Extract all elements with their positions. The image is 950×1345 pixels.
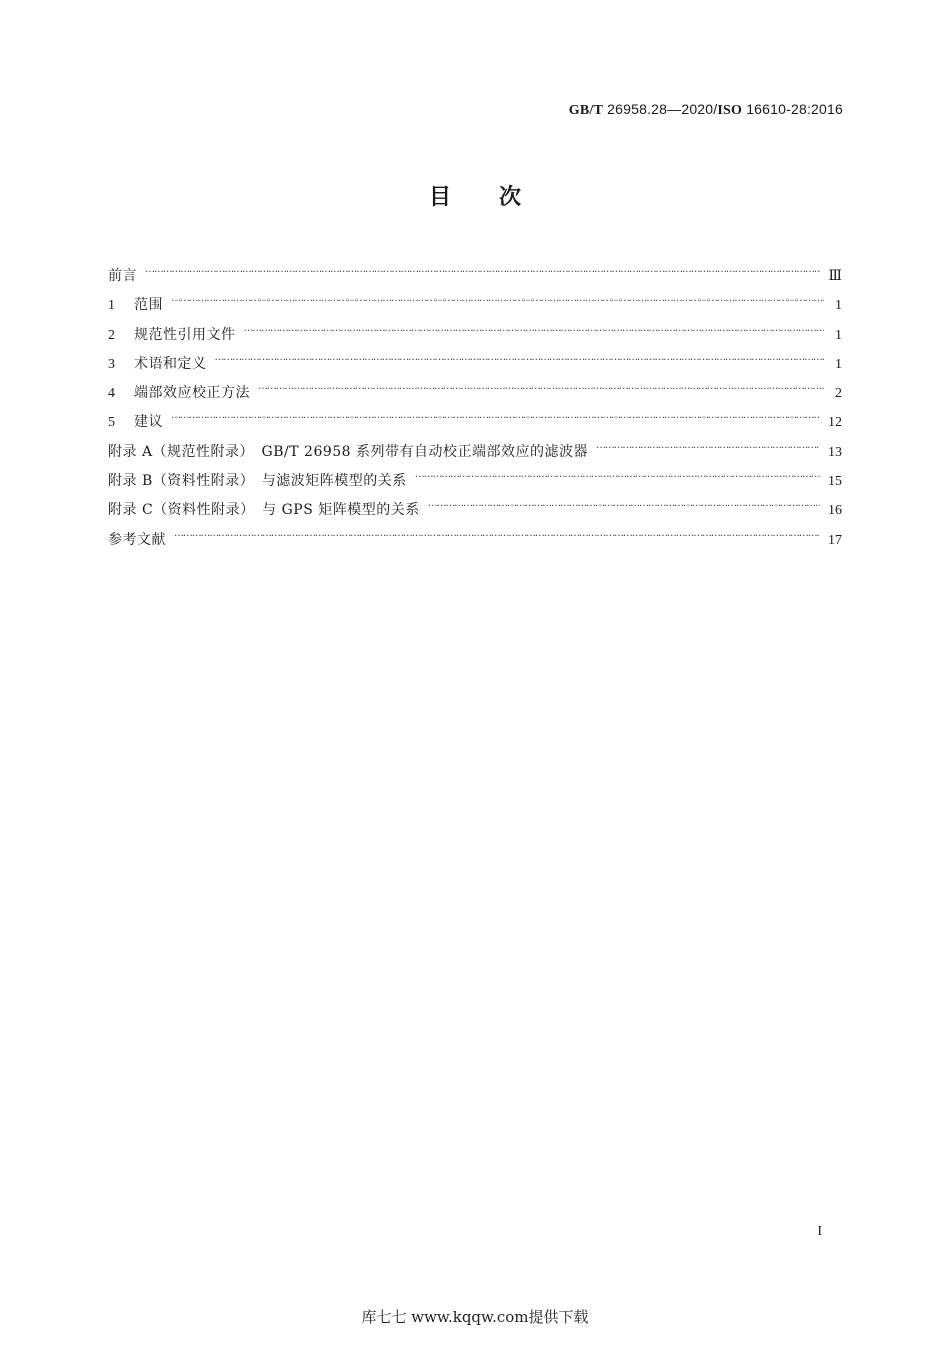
- section-number: 3: [108, 356, 116, 372]
- toc-entry-label: 1 范围: [108, 295, 163, 316]
- toc-entry-label: 3 术语和定义: [108, 354, 207, 375]
- dot-leader: [145, 260, 820, 280]
- toc-entry-label: 2 规范性引用文件: [108, 325, 236, 346]
- toc-entry-bibliography[interactable]: [108, 524, 842, 553]
- std-prefix: GB/T: [568, 103, 604, 118]
- dot-leader: [171, 289, 824, 309]
- toc-entry-label: 4 端部效应校正方法: [108, 383, 250, 404]
- page-number: I: [817, 1224, 822, 1239]
- toc-entry-page: 1: [835, 298, 842, 314]
- dot-leader: [596, 436, 820, 456]
- toc-entry-label: 附录 C（资料性附录） 与 GPS 矩阵模型的关系: [108, 502, 420, 519]
- toc-entry-label: 附录 B（资料性附录） 与滤波矩阵模型的关系: [108, 473, 407, 490]
- toc-entry-label: 参考文献: [108, 531, 166, 548]
- std-code: 26958.28—2020/: [603, 101, 718, 117]
- toc-entry-normative-references[interactable]: [108, 319, 842, 348]
- toc-entry-page: 1: [835, 327, 842, 343]
- toc-entry-recommendations[interactable]: [108, 406, 842, 435]
- iso-code: 16610-28:2016: [742, 101, 843, 117]
- toc-entry-scope[interactable]: [108, 289, 842, 318]
- section-number: 1: [108, 298, 116, 314]
- toc-entry-foreword[interactable]: [108, 260, 842, 289]
- section-number: 5: [108, 415, 116, 431]
- toc-entry-terms-definitions[interactable]: [108, 348, 842, 377]
- toc-entry-page: 12: [828, 415, 842, 431]
- toc-entry-annex-c[interactable]: [108, 494, 842, 523]
- standard-number: [569, 101, 843, 119]
- dot-leader: [258, 377, 824, 397]
- toc-entry-page: 17: [828, 532, 842, 548]
- toc-entry-label: 附录 A（规范性附录） GB/T 26958 系列带有自动校正端部效应的滤波器: [108, 443, 589, 460]
- toc-entry-annex-b[interactable]: [108, 465, 842, 494]
- toc-entry-page: 1: [835, 356, 842, 372]
- dot-leader: [244, 319, 825, 339]
- dot-leader: [215, 348, 825, 368]
- table-of-contents: [108, 260, 842, 553]
- toc-entry-page: 15: [828, 474, 842, 490]
- page-title: 目次: [428, 185, 569, 210]
- section-number: 2: [108, 327, 116, 343]
- section-number: 4: [108, 386, 116, 402]
- toc-entry-annex-a[interactable]: [108, 436, 842, 465]
- toc-entry-page: Ⅲ: [828, 269, 842, 284]
- toc-entry-page: 13: [828, 444, 842, 460]
- toc-entry-label: 5 建议: [108, 412, 163, 433]
- dot-leader: [174, 524, 820, 544]
- toc-entry-end-effect-correction[interactable]: [108, 377, 842, 406]
- dot-leader: [428, 494, 820, 514]
- dot-leader: [415, 465, 820, 485]
- iso-prefix: ISO: [717, 103, 743, 118]
- toc-entry-page: 2: [835, 386, 842, 402]
- toc-entry-page: 16: [828, 503, 842, 519]
- download-footer: 库七七 www.kqqw.com提供下载: [361, 1308, 589, 1326]
- toc-entry-label: 前言: [108, 268, 137, 284]
- dot-leader: [171, 406, 820, 426]
